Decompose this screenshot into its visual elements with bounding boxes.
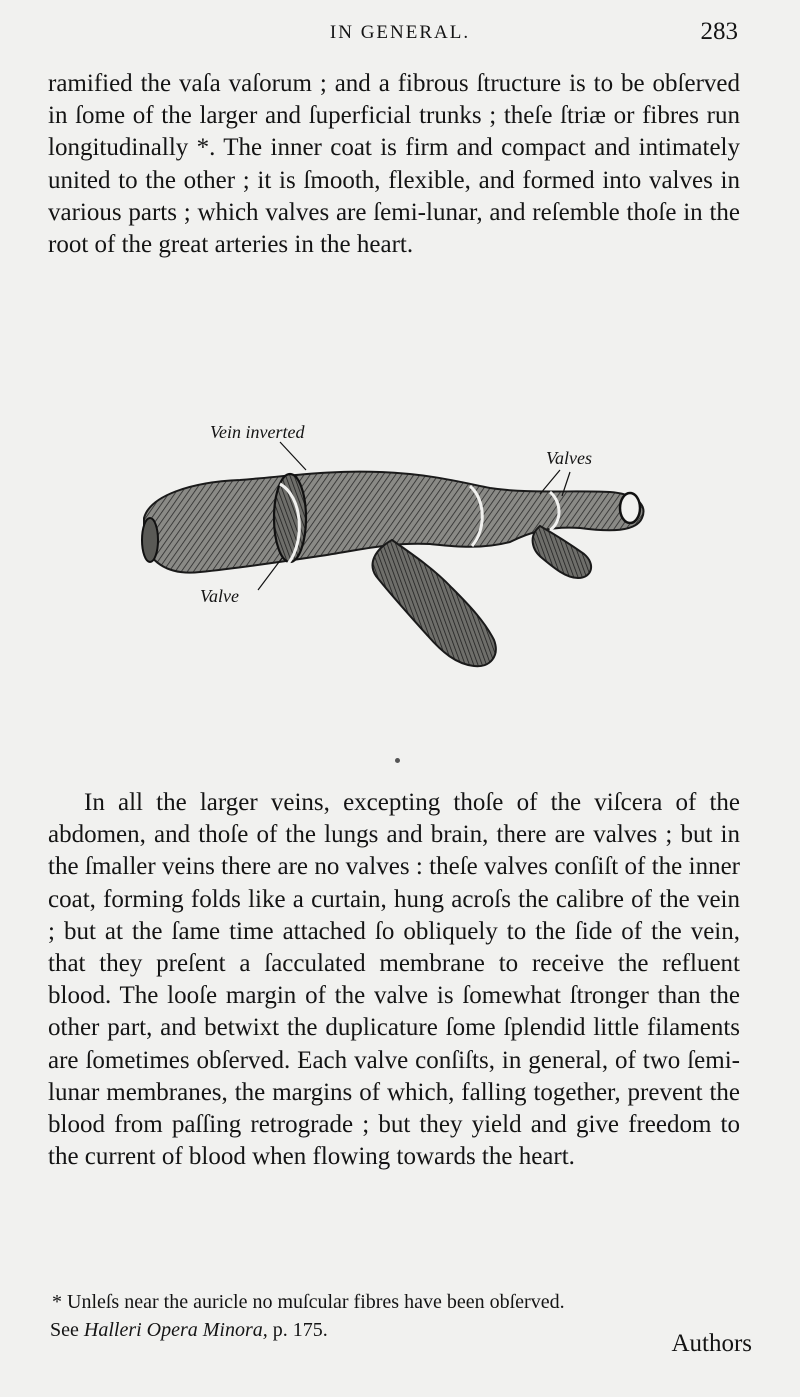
footnote-see: See — [50, 1319, 79, 1341]
footnote-line-1: * Unleſs near the auricle no muſcular fibres have been obſerved. — [52, 1291, 565, 1313]
catchword: Authors — [671, 1330, 752, 1357]
paragraph-2: In all the larger veins, excepting thoſe of the viſcera of the abdomen, and thoſe of the lungs and brain, there are valves ; but in the ſmaller veins there are no valves : theſe valves conſiſt of the inner coat, forming folds like a curtain, hung acroſs the calibre of the vein ; but at the ſame time attached ſo obliquely to the ſide of the vein, that they preſent a ſacculated membrane to receive the refluent blood. The looſe margin of the valve is ſomewhat ſtronger than the other part, and betwixt the duplicature ſome ſplendid little filaments are ſometimes obſerved. Each valve conſiſts, in general, of two ſemi-lunar membranes, the margins of which, falling together, prevent the blood from paſſing retrograde ; but they yield and give freedom to the current of blood when flowing towards the heart. — [48, 789, 740, 1171]
leader-vein-inverted — [280, 442, 306, 470]
footnote-page-ref: p. 175. — [272, 1319, 328, 1341]
footnote-line-2 — [50, 1316, 750, 1344]
footnote — [50, 1288, 750, 1344]
vein-drawing — [130, 400, 670, 700]
label-vein-inverted: Vein inverted — [210, 422, 305, 442]
paragraph-1: ramified the vaſa vaſorum ; and a fibrous ſtructure is to be obſerved in ſome of the larger and ſuperficial trunks ; theſe ſtriæ or fibres run longitudinally *. The inner coat is firm and compact and intimately united to the other ; it is ſmooth, flexible, and formed into valves in various parts ; which valves are ſemi-lunar, and reſemble thoſe in the root of the great arteries in the heart. — [48, 70, 740, 259]
label-valves: Valves — [546, 448, 592, 468]
running-head: IN GENERAL. — [329, 22, 471, 43]
vein-branch-lower — [373, 540, 496, 666]
vein-inverted-end — [274, 474, 306, 562]
vein-illustration — [130, 400, 670, 700]
vein-left-end — [142, 518, 158, 562]
page-number: 283 — [700, 18, 738, 45]
label-valve: Valve — [200, 586, 239, 606]
page-header — [0, 18, 800, 58]
vein-branch-small — [533, 526, 592, 578]
leader-valves-1 — [540, 470, 560, 494]
footnote-work-title: Halleri Opera Minora, — [83, 1319, 268, 1341]
ink-speck — [395, 758, 400, 763]
vein-open-end — [620, 493, 640, 523]
